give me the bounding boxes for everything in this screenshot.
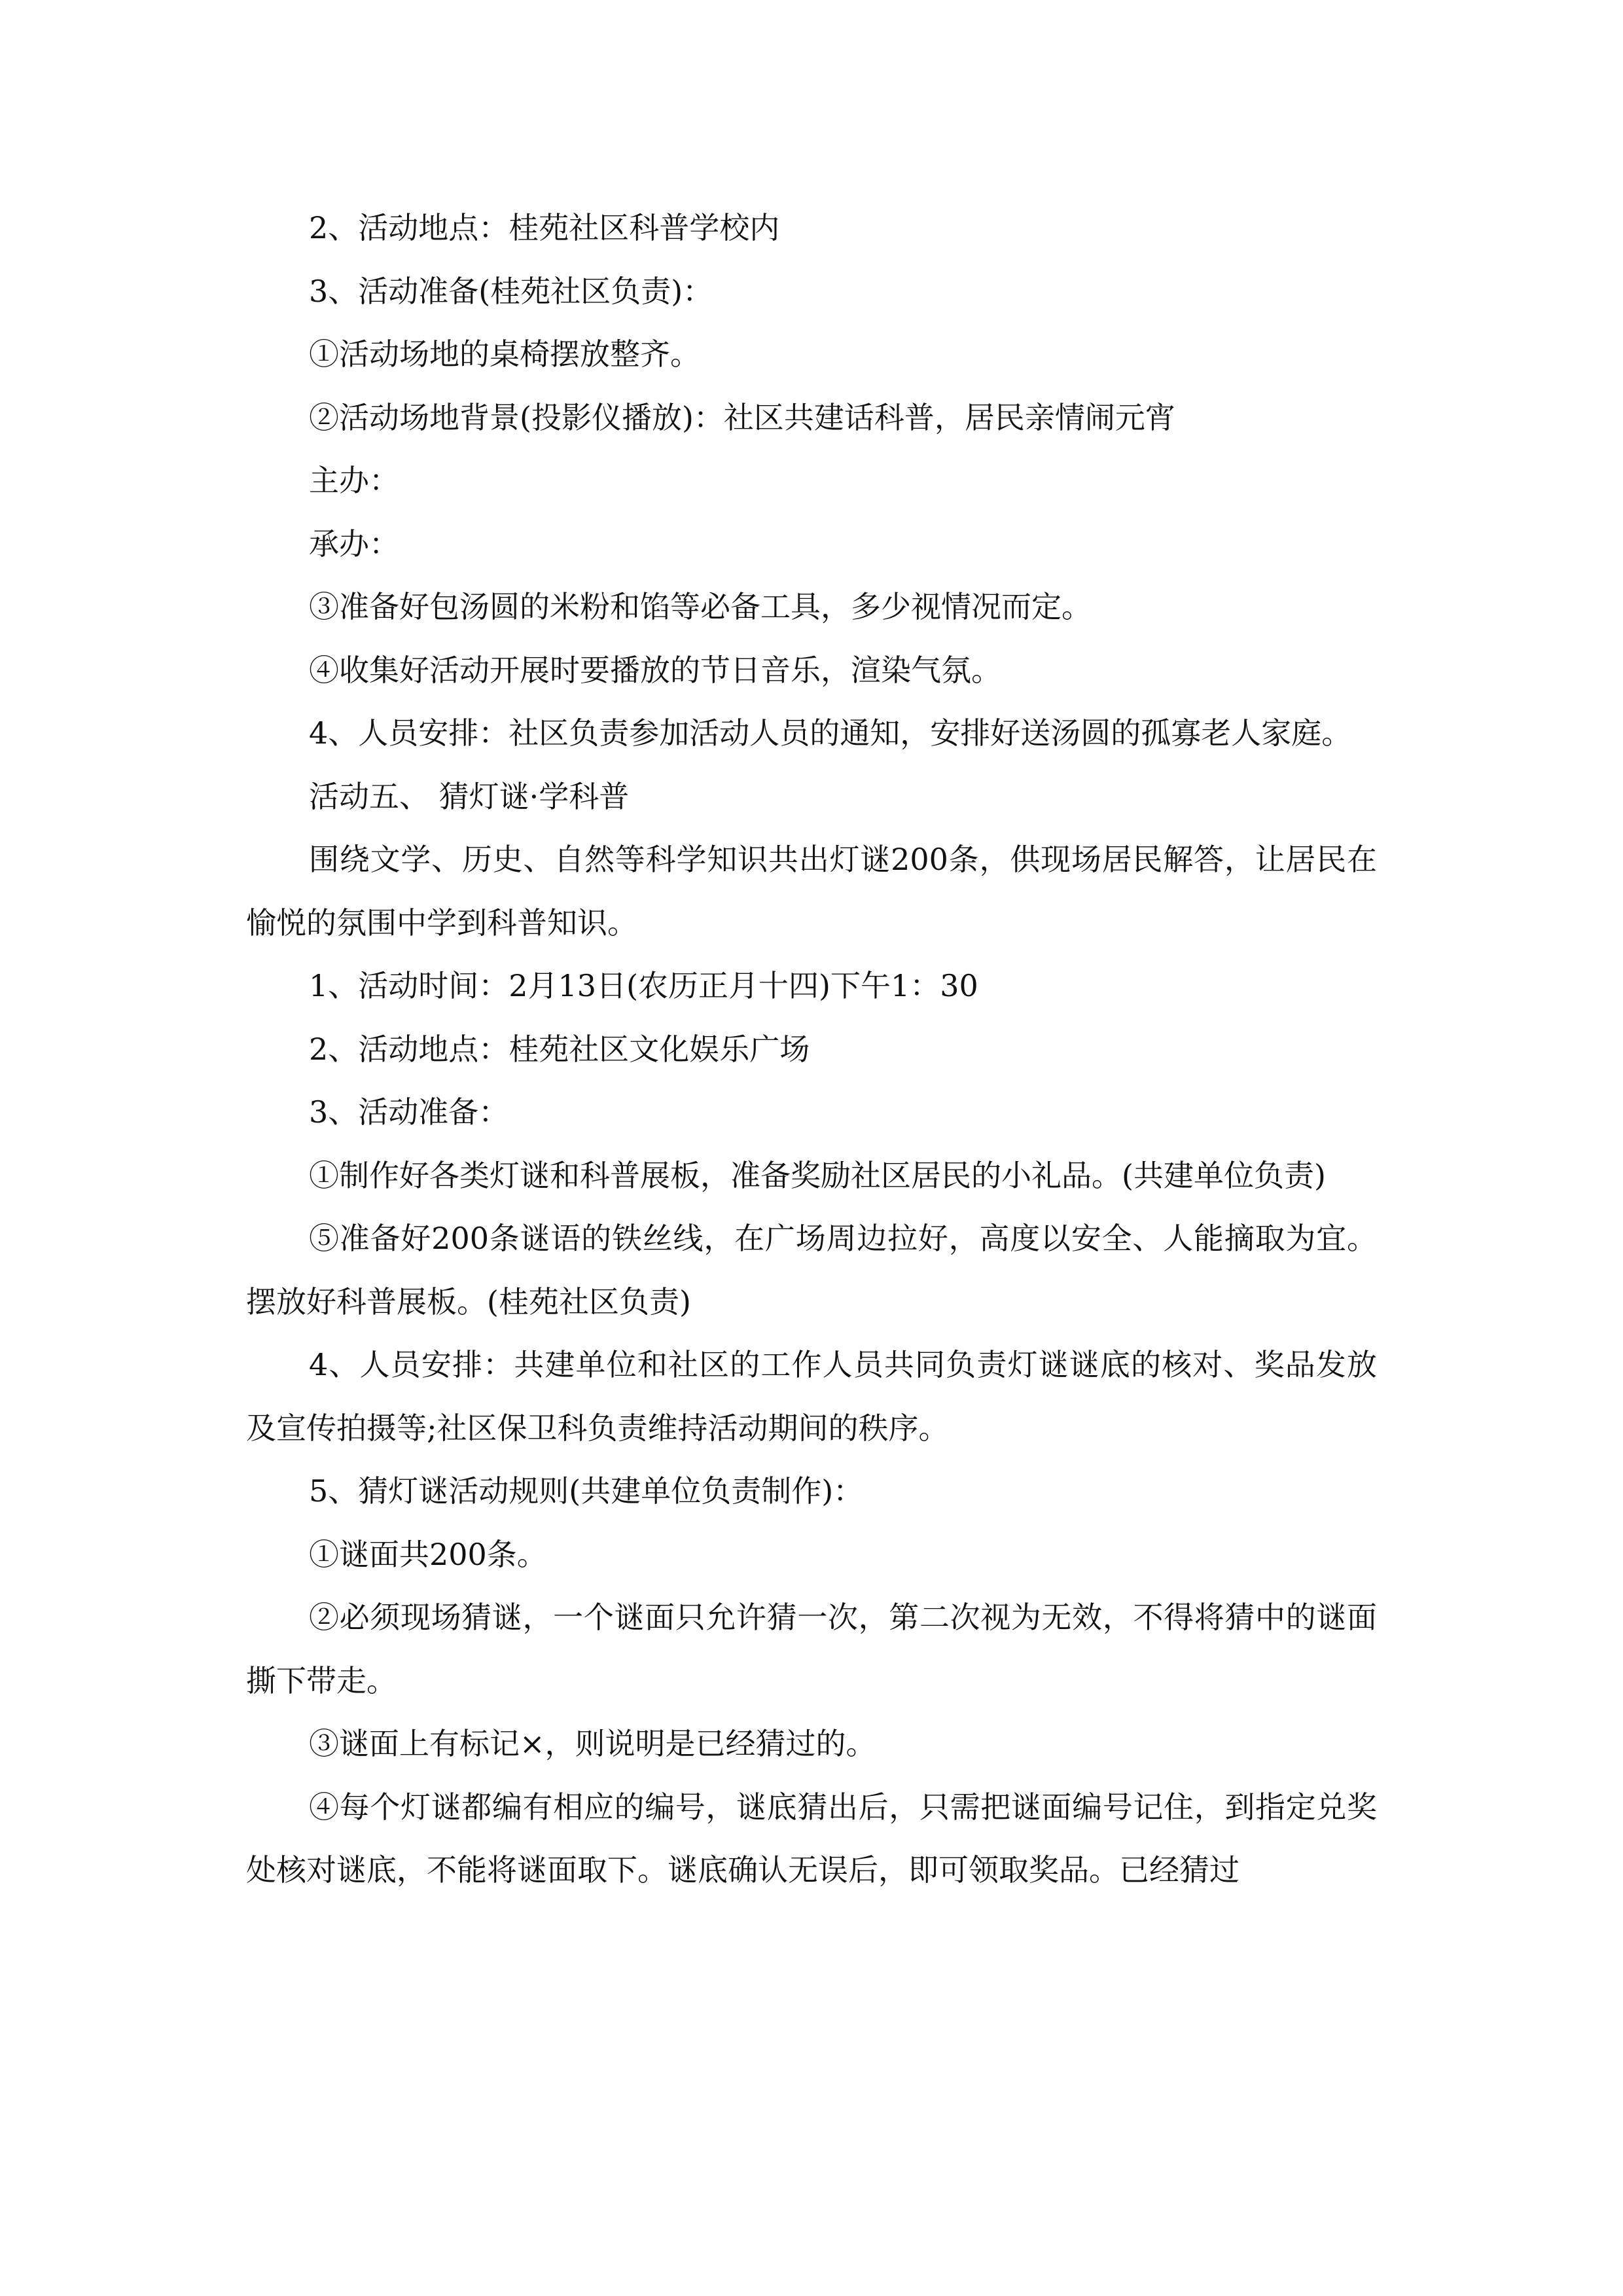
paragraph: 主办： [309,463,399,498]
paragraph: ①活动场地的桌椅摆放整齐。 [309,336,700,372]
paragraph: ②必须现场猜谜，一个谜面只允许猜一次，第二次视为无效，不得将猜中的谜面撕下带走。 [246,1600,1377,1698]
paragraph: 1、活动时间：2月13日(农历正月十四)下午1：30 [309,968,978,1003]
paragraph: ③准备好包汤圆的米粉和馅等必备工具，多少视情况而定。 [309,589,1092,624]
section-heading: 活动五、 猜灯谜·学科普 [309,778,630,814]
paragraph: ③谜面上有标记×，则说明是已经猜过的。 [309,1726,876,1761]
paragraph: ②活动场地背景(投影仪播放)：社区共建话科普，居民亲情闹元宵 [309,399,1175,435]
paragraph: 围绕文学、历史、自然等科学知识共出灯谜200条，供现场居民解答，让居民在愉悦的氛围中学到科普知识。 [246,842,1377,941]
paragraph: 3、活动准备： [309,1094,509,1130]
paragraph: 4、人员安排：社区负责参加活动人员的通知，安排好送汤圆的孤寡老人家庭。 [309,715,1352,751]
paragraph: 3、活动准备(桂苑社区负责)： [309,273,713,309]
paragraph: 2、活动地点：桂苑社区科普学校内 [309,210,780,245]
paragraph: ①制作好各类灯谜和科普展板，准备奖励社区居民的小礼品。(共建单位负责) [309,1157,1326,1193]
paragraph: ①谜面共200条。 [309,1536,547,1572]
paragraph: 4、人员安排：共建单位和社区的工作人员共同负责灯谜谜底的核对、奖品发放及宣传拍摄等;社区保卫科负责维持活动期间的秩序。 [246,1347,1377,1446]
paragraph: 承办： [309,526,399,562]
paragraph: 5、猜灯谜活动规则(共建单位负责制作)： [309,1473,864,1509]
paragraph: ④收集好活动开展时要播放的节日音乐，渲染气氛。 [309,652,1001,688]
paragraph: ⑤准备好200条谜语的铁丝线，在广场周边拉好，高度以安全、人能摘取为宜。摆放好科普展板。(桂苑社区负责) [246,1221,1377,1319]
paragraph: 2、活动地点：桂苑社区文化娱乐广场 [309,1031,810,1067]
document-body [246,196,1377,1902]
paragraph: ④每个灯谜都编有相应的编号，谜底猜出后，只需把谜面编号记住，到指定兑奖处核对谜底，不能将谜面取下。谜底确认无误后，即可领取奖品。已经猜过 [246,1789,1377,1888]
